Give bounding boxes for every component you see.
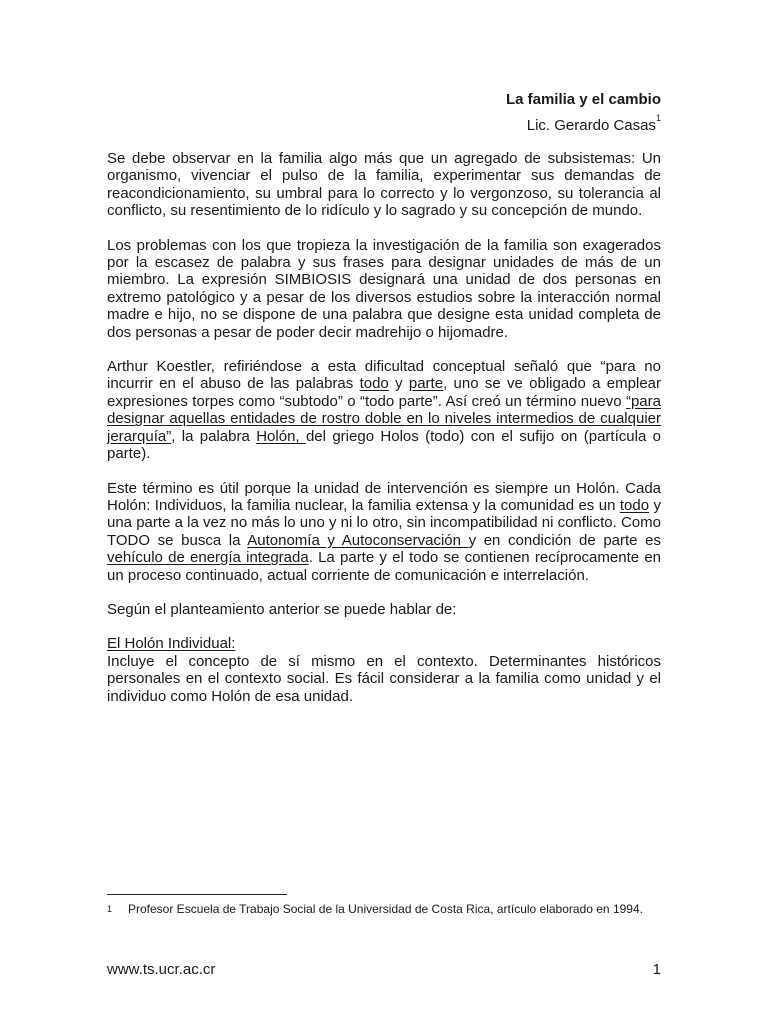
page-number: 1: [652, 961, 661, 978]
p3-text-1: Arthur Koestler, refiriéndose a esta dificultad conceptual señaló que “para no incurrir en el abuso de las palabras: [107, 358, 661, 393]
underlined-quote: “para designar aquellas entidades de rostro doble en lo niveles intermedios de cualquier jerarquía”: [107, 392, 661, 445]
paragraph-2: Los problemas con los que tropieza la investigación de la familia son exagerados por la escasez de palabra y sus frases para designar unidades de más de un miembro. La expresión SIMBIOSIS designará una unidad de dos personas en extremo patológico y a pesar de los diversos estudios sobre la interacción normal madre e hijo, no se dispone de una palabra que designe esta unidad completa de dos personas a pesar de poder decir madrehijo o hijomadre.: [107, 236, 661, 341]
document-header: [506, 91, 661, 135]
paragraph-1: Se debe observar en la familia algo más que un agregado de subsistemas: Un organismo, vivenciar el pulso de la familia, experimentar sus demandas de reacondicionamiento, su umbral para lo correcto y lo vergonzoso, su tolerancia al conflicto, su resentimiento de lo ridículo y lo sagrado y su concepción de mundo.: [107, 150, 661, 220]
p4-text-4: . La parte y el todo se contienen recíprocamente en un proceso continuado, actual corriente de comunicación e interrelación.: [107, 549, 661, 584]
paragraph-6: Incluye el concepto de sí mismo en el contexto. Determinantes históricos personales en el contexto social. Es fácil considerar a la familia como unidad y el individuo como Holón de esa unidad.: [107, 652, 661, 705]
underlined-term-todo: todo: [359, 375, 389, 393]
paragraph-3: [107, 358, 661, 462]
footnote: [107, 902, 661, 917]
document-body: [107, 150, 661, 705]
p3-text-4: , la palabra: [171, 427, 257, 445]
footnote-mark: 1: [107, 904, 113, 914]
p4-text-2: y una parte a la vez no más lo uno y ni lo otro, sin incompatibilidad ni conflicto. Como TODO se busca la: [107, 496, 661, 549]
section-heading: El Holón Individual:: [107, 635, 236, 653]
footer-url: www.ts.ucr.ac.cr: [107, 961, 216, 978]
paragraph-4: [107, 480, 661, 584]
paragraph-5: Según el planteamiento anterior se puede hablar de:: [107, 600, 457, 618]
p4-text-1: Este término es útil porque la unidad de intervención es siempre un Holón. Cada Holón: Individuos, la familia nuclear, la familia extensa y la comunidad es un: [107, 479, 661, 514]
footnote-reference: 1: [655, 113, 661, 123]
underlined-term-autonomia: Autonomía y Autoconservación: [247, 531, 469, 549]
p3-text-2: y: [388, 375, 409, 393]
underlined-term-todo-2: todo: [619, 496, 650, 514]
underlined-term-vehiculo: vehículo de energía integrada: [107, 549, 309, 567]
p3-text-5: del griego Holos (todo) con el sufijo on (partícula o parte).: [107, 427, 661, 463]
document-title: La familia y el cambio: [505, 91, 661, 108]
underlined-term-holon: Holón,: [256, 427, 306, 445]
author-name: Lic. Gerardo Casas: [526, 117, 656, 134]
underlined-term-parte: parte: [408, 375, 444, 393]
footnote-divider: [107, 894, 287, 895]
p3-text-3: , uno se ve obligado a emplear expresiones torpes como “subtodo” o “todo parte”. Así creó un término nuevo: [107, 375, 662, 410]
author-line: [506, 112, 661, 135]
p4-text-3: y en condición de parte es: [468, 531, 661, 549]
footnote-text: Profesor Escuela de Trabajo Social de la Universidad de Costa Rica, artículo elaborado en 1994.: [128, 902, 643, 916]
holon-individual-section: [107, 635, 661, 705]
